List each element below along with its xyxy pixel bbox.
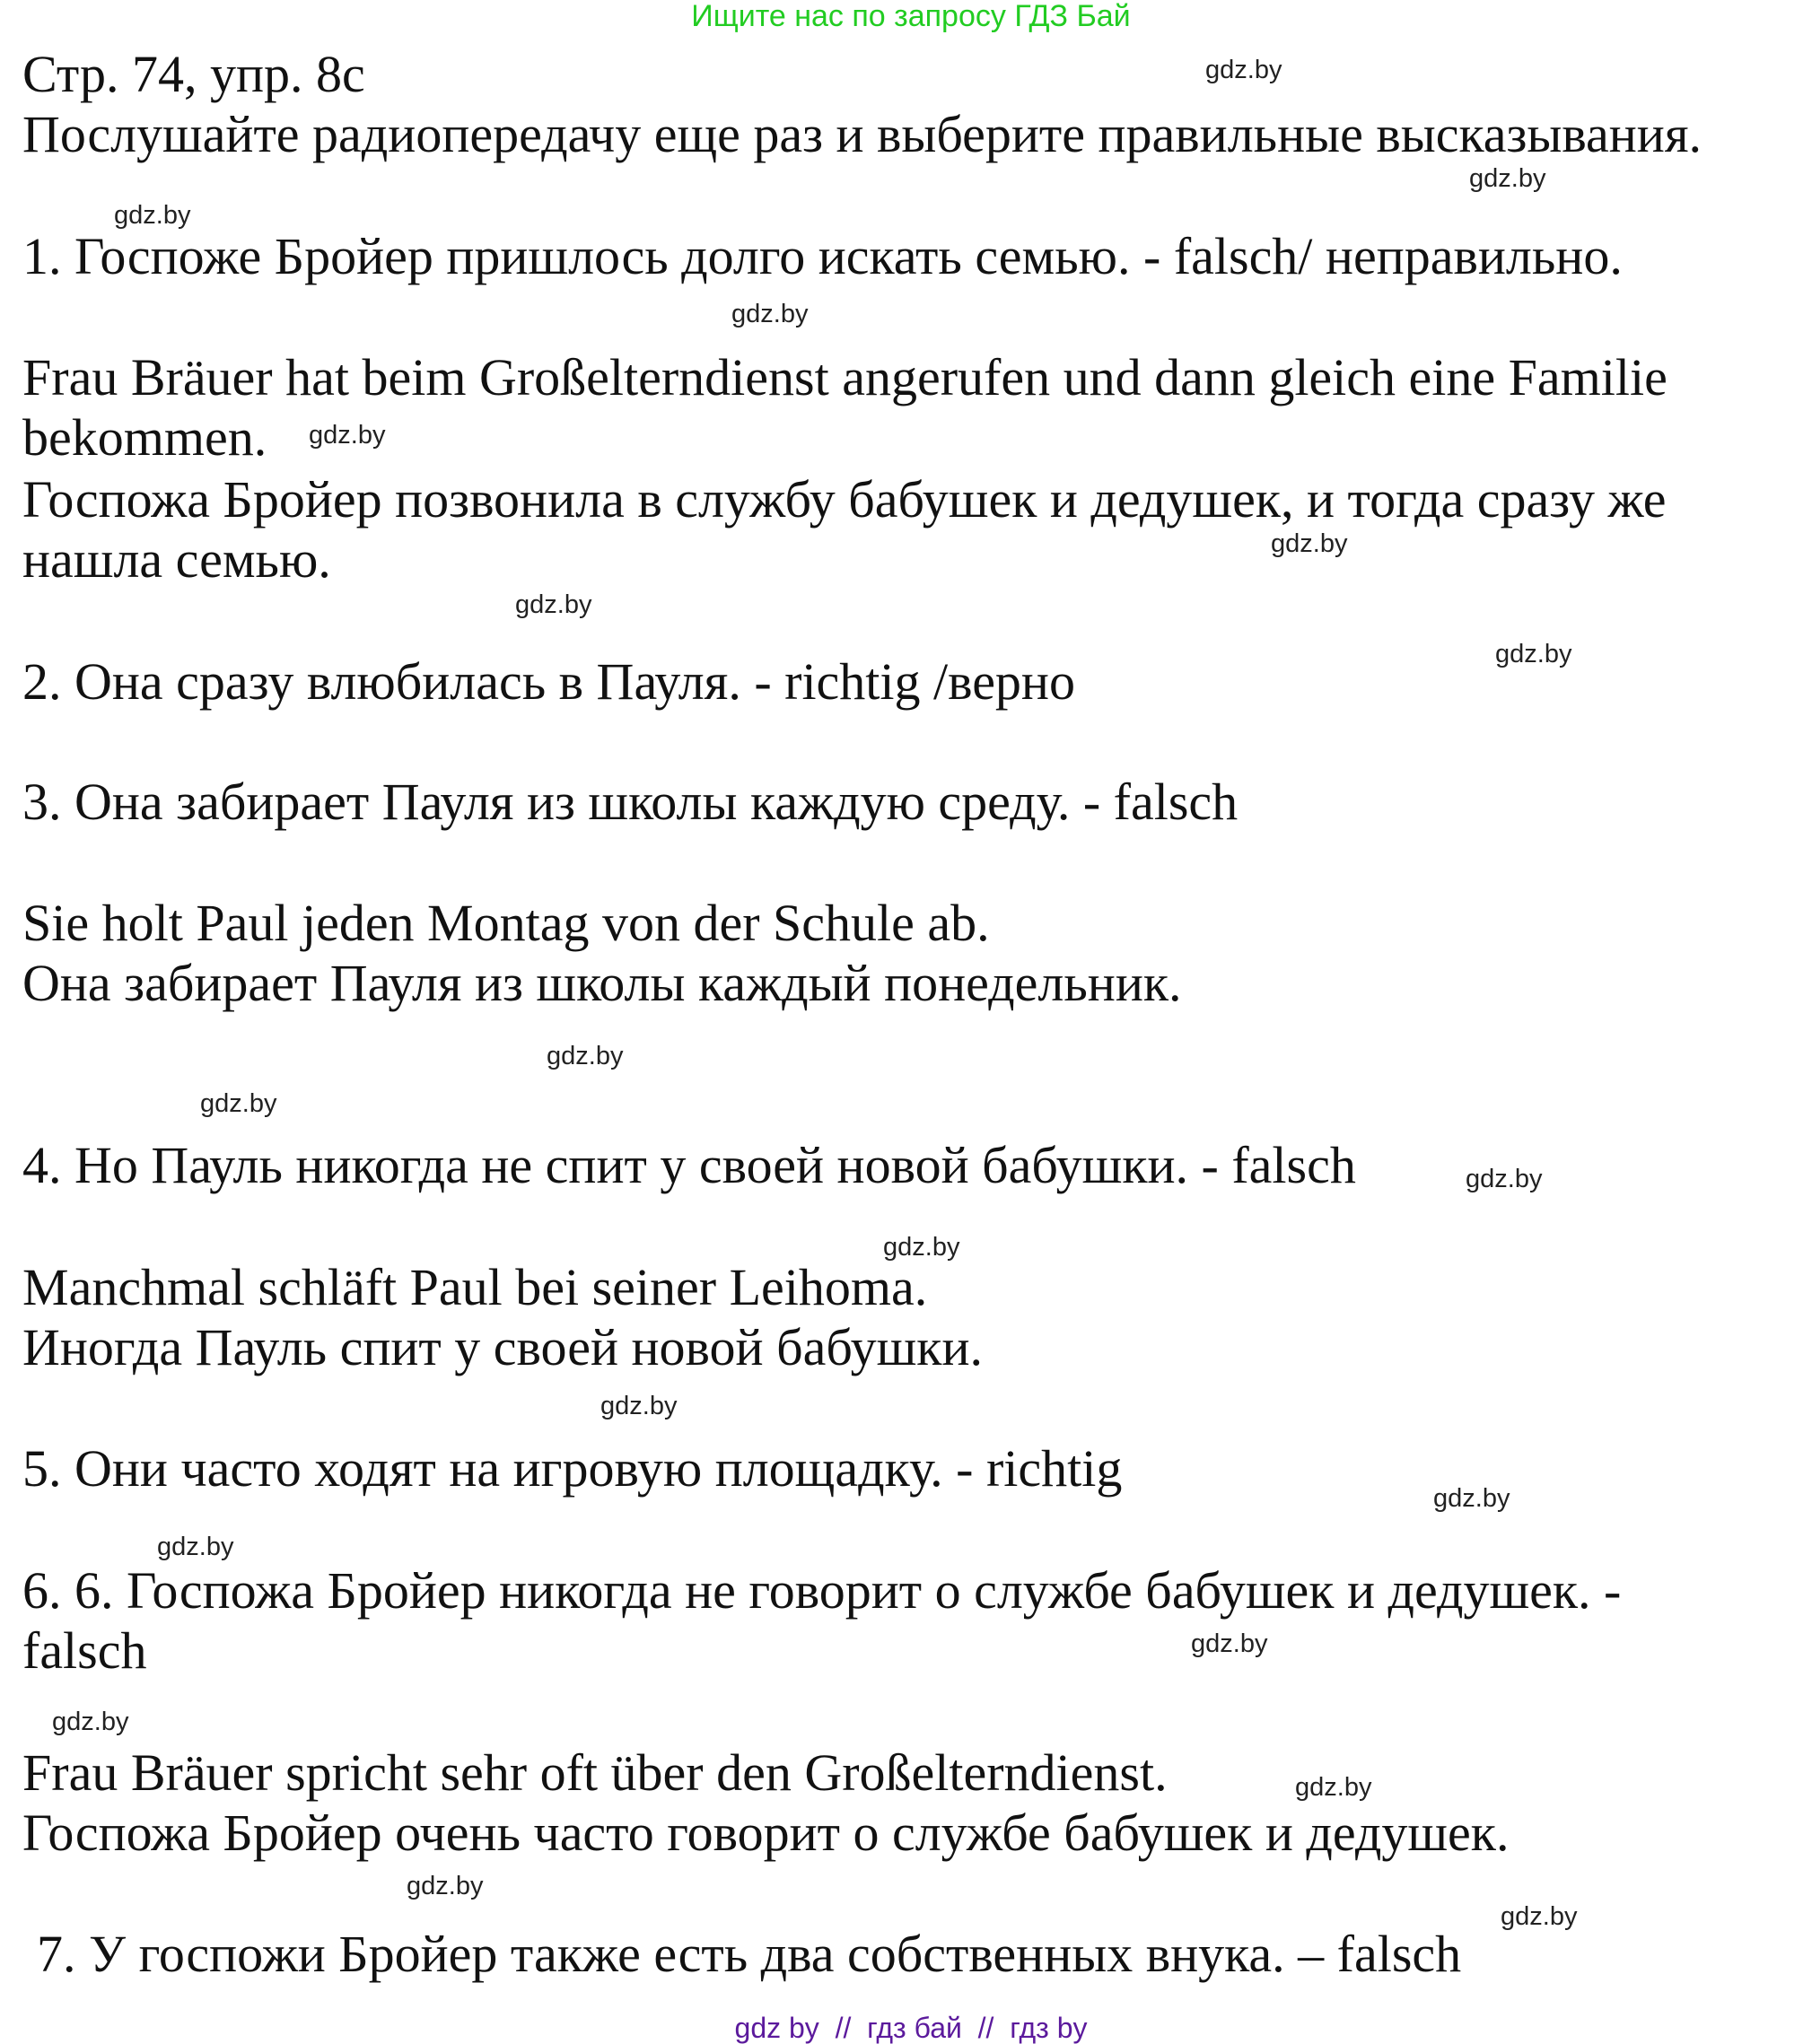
watermark: gdz.by [1501, 1902, 1578, 1931]
watermark: gdz.by [1295, 1773, 1372, 1802]
answer-3-german: Sie holt Paul jeden Montag von der Schule ab. [22, 894, 990, 952]
answer-1-russian-cont: нашла семью. [22, 530, 331, 589]
watermark: gdz.by [1271, 529, 1348, 558]
answer-5: 5. Они часто ходят на игровую площадку. - richtig [22, 1439, 1123, 1498]
answer-6-german: Frau Bräuer spricht sehr oft über den Großelterndienst. [22, 1743, 1168, 1802]
answer-1: 1. Госпоже Бройер пришлось долго искать семью. - falsch/ неправильно. [22, 227, 1623, 285]
answer-1-german: Frau Bräuer hat beim Großelterndienst angerufen und dann gleich eine Familie [22, 348, 1668, 406]
footer-banner: gdz by // гдз бай // гдз by [734, 2012, 1088, 2044]
answer-4-russian: Иногда Пауль спит у своей новой бабушки. [22, 1318, 983, 1376]
answer-4: 4. Но Пауль никогда не спит у своей новой бабушки. - falsch [22, 1136, 1356, 1194]
watermark: gdz.by [1433, 1484, 1510, 1513]
answer-3-russian: Она забирает Пауля из школы каждый понедельник. [22, 954, 1182, 1012]
watermark: gdz.by [1191, 1629, 1268, 1658]
answer-6: 6. 6. Госпожа Бройер никогда не говорит о службе бабушек и дедушек. - [22, 1561, 1622, 1620]
answer-7: 7. У госпожи Бройер также есть два собственных внука. – falsch [37, 1925, 1462, 1983]
answer-4-german: Manchmal schläft Paul bei seiner Leihoma. [22, 1258, 928, 1316]
answer-1-russian: Госпожа Бройер позвонила в службу бабушек и дедушек, и тогда сразу же [22, 470, 1667, 528]
watermark: gdz.by [1495, 640, 1572, 668]
watermark: gdz.by [309, 421, 386, 450]
answer-3: 3. Она забирает Пауля из школы каждую среду. - falsch [22, 773, 1239, 831]
watermark: gdz.by [883, 1233, 960, 1262]
watermark: gdz.by [200, 1089, 277, 1118]
watermark: gdz.by [52, 1708, 129, 1736]
answer-6-russian: Госпожа Бройер очень часто говорит о службе бабушек и дедушек. [22, 1804, 1510, 1862]
watermark: gdz.by [731, 300, 809, 328]
header-banner: Ищите нас по запросу ГДЗ Бай [691, 0, 1131, 33]
answer-2: 2. Она сразу влюбилась в Пауля. - richtig /верно [22, 652, 1075, 711]
answer-1-german-cont: bekommen. [22, 408, 267, 467]
page-title: Стр. 74, упр. 8c [22, 45, 365, 103]
watermark: gdz.by [515, 590, 592, 619]
watermark: gdz.by [1469, 164, 1546, 193]
watermark: gdz.by [407, 1872, 484, 1900]
answer-6-cont: falsch [22, 1621, 147, 1680]
watermark: gdz.by [547, 1042, 624, 1070]
watermark: gdz.by [157, 1533, 234, 1561]
watermark: gdz.by [114, 201, 191, 230]
watermark: gdz.by [1205, 56, 1282, 84]
watermark: gdz.by [600, 1392, 678, 1420]
watermark: gdz.by [1466, 1165, 1543, 1193]
instruction: Послушайте радиопередачу еще раз и выберите правильные высказывания. [22, 105, 1703, 163]
